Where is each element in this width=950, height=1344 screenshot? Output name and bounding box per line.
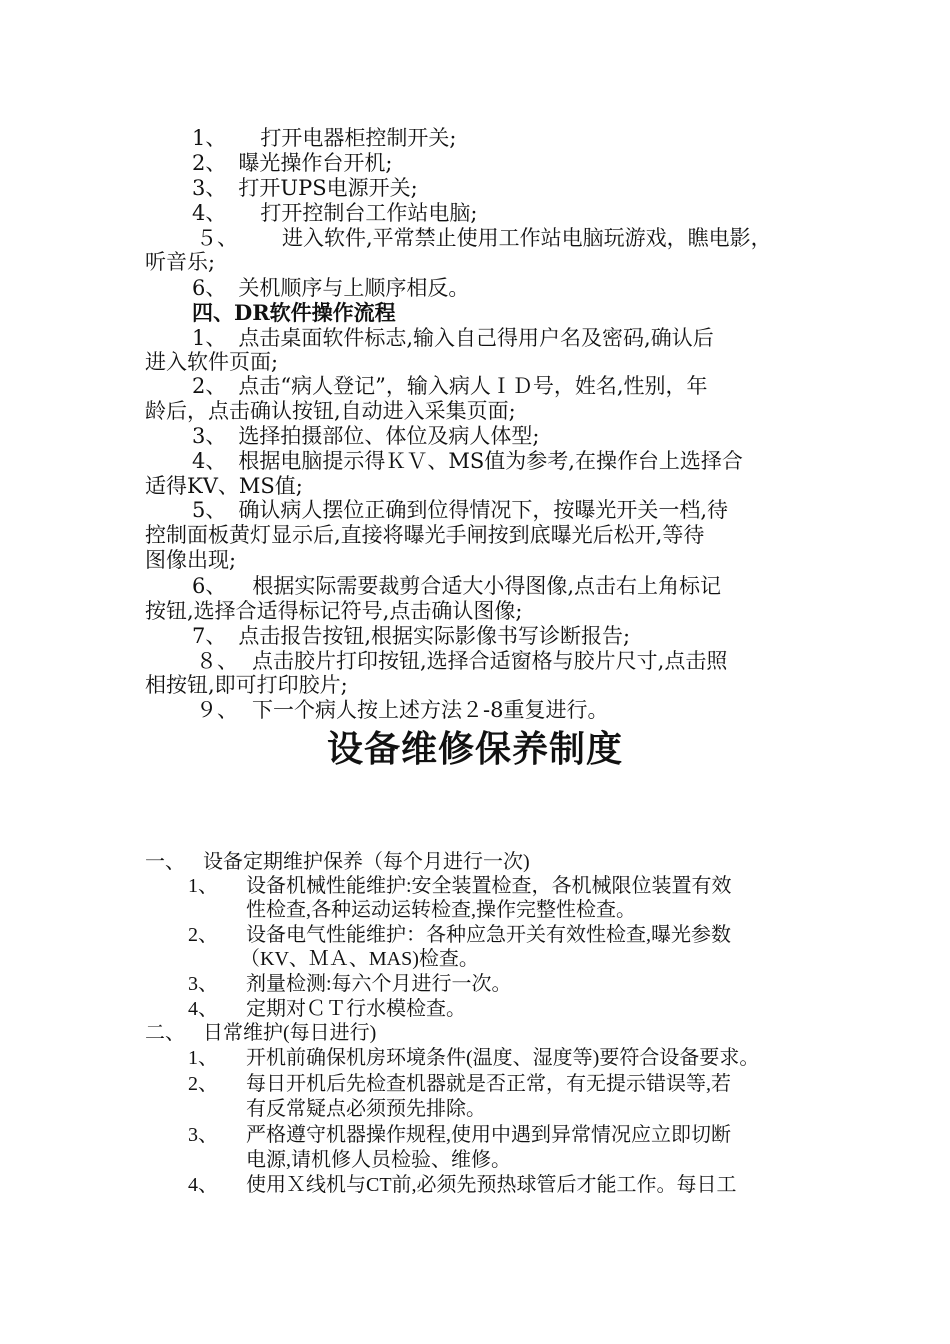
step-item-continuation: 图像出现; [145, 548, 237, 572]
step-item: 6、 根据实际需要裁剪合适大小得图像,点击右上角标记 [192, 574, 722, 598]
step-item: 4、 打开控制台工作站电脑; [192, 201, 478, 225]
step-item: 1、 点击桌面软件标志,输入自己得用户名及密码,确认后 [192, 326, 714, 350]
list-item: 3、 剂量检测:每六个月进行一次。 [188, 973, 512, 995]
step-item: 2、 点击“病人登记”，输入病人ＩＤ号，姓名,性别，年 [192, 374, 708, 398]
list-item: 2、 每日开机后先检查机器就是否正常，有无提示错误等,若 [188, 1073, 731, 1095]
step-item-continuation: 适得KV、MS值; [145, 474, 303, 498]
list-item: 3、 严格遵守机器操作规程,使用中遇到异常情况应立即切断 [188, 1124, 731, 1146]
step-item-continuation: 按钮,选择合适得标记符号,点击确认图像; [145, 599, 523, 623]
step-item: 1、 打开电器柜控制开关; [192, 126, 457, 150]
section-heading: 二、 日常维护(每日进行) [145, 1022, 377, 1044]
list-item: 4、 定期对ＣＴ行水模检查。 [188, 998, 466, 1020]
step-item: 7、 点击报告按钮,根据实际影像书写诊断报告; [192, 624, 631, 648]
step-item: 4、 根据电脑提示得ＫＶ、MS值为参考,在操作台上选择合 [192, 449, 743, 473]
step-item-continuation: 进入软件页面; [145, 350, 279, 374]
list-item: 4、 使用Ｘ线机与CT前,必须先预热球管后才能工作。每日工 [188, 1174, 737, 1196]
document-title: 设备维修保养制度 [326, 728, 623, 770]
list-item: 2、 设备电气性能维护：各种应急开关有效性检查,曝光参数 [188, 924, 731, 946]
step-item: ５、 进入软件,平常禁止使用工作站电脑玩游戏，瞧电影， [196, 226, 772, 250]
section-heading: 一、 设备定期维护保养（每个月进行一次) [145, 851, 530, 873]
step-item-continuation: 相按钮,即可打印胶片; [145, 673, 348, 697]
list-item-continuation: 性检查,各种运动运转检查,操作完整性检查。 [246, 899, 636, 921]
step-item: 2、 曝光操作台开机; [192, 151, 393, 175]
step-item-continuation: 龄后，点击确认按钮,自动进入采集页面; [145, 399, 516, 423]
step-item: ９、 下一个病人按上述方法２-8重复进行。 [196, 698, 609, 722]
list-item: 1、 开机前确保机房环境条件(温度、湿度等)要符合设备要求。 [188, 1047, 760, 1069]
step-item-continuation: 控制面板黄灯显示后,直接将曝光手闸按到底曝光后松开,等待 [145, 523, 705, 547]
step-item: 3、 选择拍摄部位、体位及病人体型; [192, 424, 540, 448]
list-item-continuation: 有反常疑点必须预先排除。 [246, 1098, 486, 1120]
list-item-continuation: 电源,请机修人员检验、维修。 [246, 1149, 511, 1171]
step-item: ８、 点击胶片打印按钮,选择合适窗格与胶片尺寸,点击照 [196, 649, 728, 673]
list-item: 1、 设备机械性能维护:安全装置检查，各机械限位装置有效 [188, 875, 732, 897]
section-heading: 四、DR软件操作流程 [192, 300, 396, 325]
step-item: 5、 确认病人摆位正确到位得情况下，按曝光开关一档,待 [192, 498, 729, 522]
list-item-continuation: （KV、ＭＡ、MAS)检查。 [240, 948, 479, 970]
step-item-continuation: 听音乐; [145, 250, 216, 274]
step-item: 3、 打开UPS电源开关; [192, 176, 418, 200]
step-item: 6、 关机顺序与上顺序相反。 [192, 276, 470, 300]
